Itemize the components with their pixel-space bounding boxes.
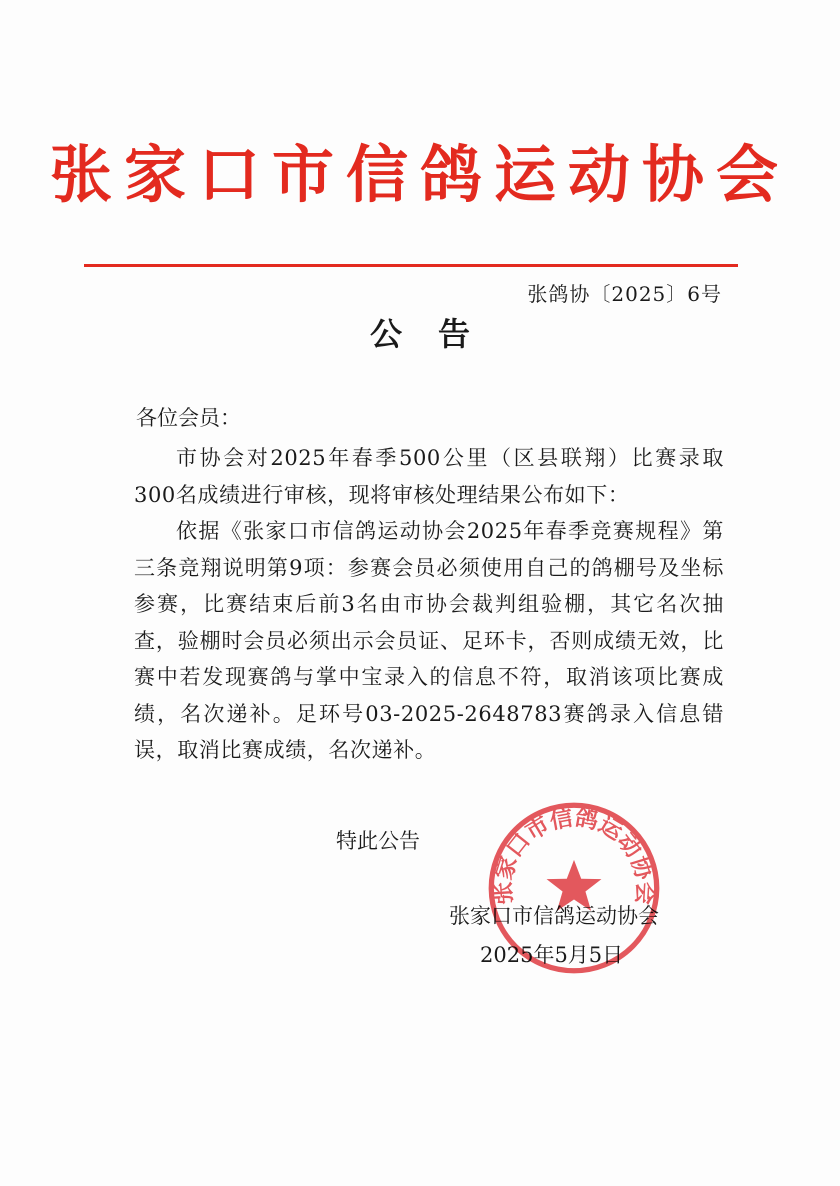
body-paragraph-2: 依据《张家口市信鸽运动协会2025年春季竞赛规程》第三条竞翔说明第9项：参赛会员必须使用自己的鸽棚号及坐标参赛，比赛结束后前3名由市协会裁判组验棚，其它名次抽查，验棚时会员必须出示会员证、足环卡，否则成绩无效，比赛中若发现赛鸽与掌中宝录入的信息不符，取消该项比赛成绩，名次递补。足环号03-2025-2648783赛鸽录入信息错误，取消比赛成绩，名次递补。 [134, 519, 724, 762]
salutation: 各位会员： [136, 406, 241, 430]
seal-text: 张家口市信鸽运动协会 [490, 804, 658, 906]
document-number: 张鸽协〔2025〕6号 [527, 282, 722, 306]
closing-remark: 特此公告 [336, 829, 420, 853]
signature-org: 张家口市信鸽运动协会 [449, 904, 659, 928]
body-paragraph-1: 市协会对2025年春季500公里（区县联翔）比赛录取300名成绩进行审核，现将审核处理结果公布如下： [134, 446, 724, 507]
org-letterhead-title: 张家口市信鸽运动协会 [49, 138, 790, 211]
notice-title: 公告 [369, 315, 506, 353]
letterhead-red-rule [84, 264, 738, 267]
official-seal-icon [486, 800, 662, 976]
notice-body [134, 440, 724, 769]
seal-star-icon [547, 860, 602, 911]
signature-date: 2025年5月5日 [480, 943, 624, 967]
